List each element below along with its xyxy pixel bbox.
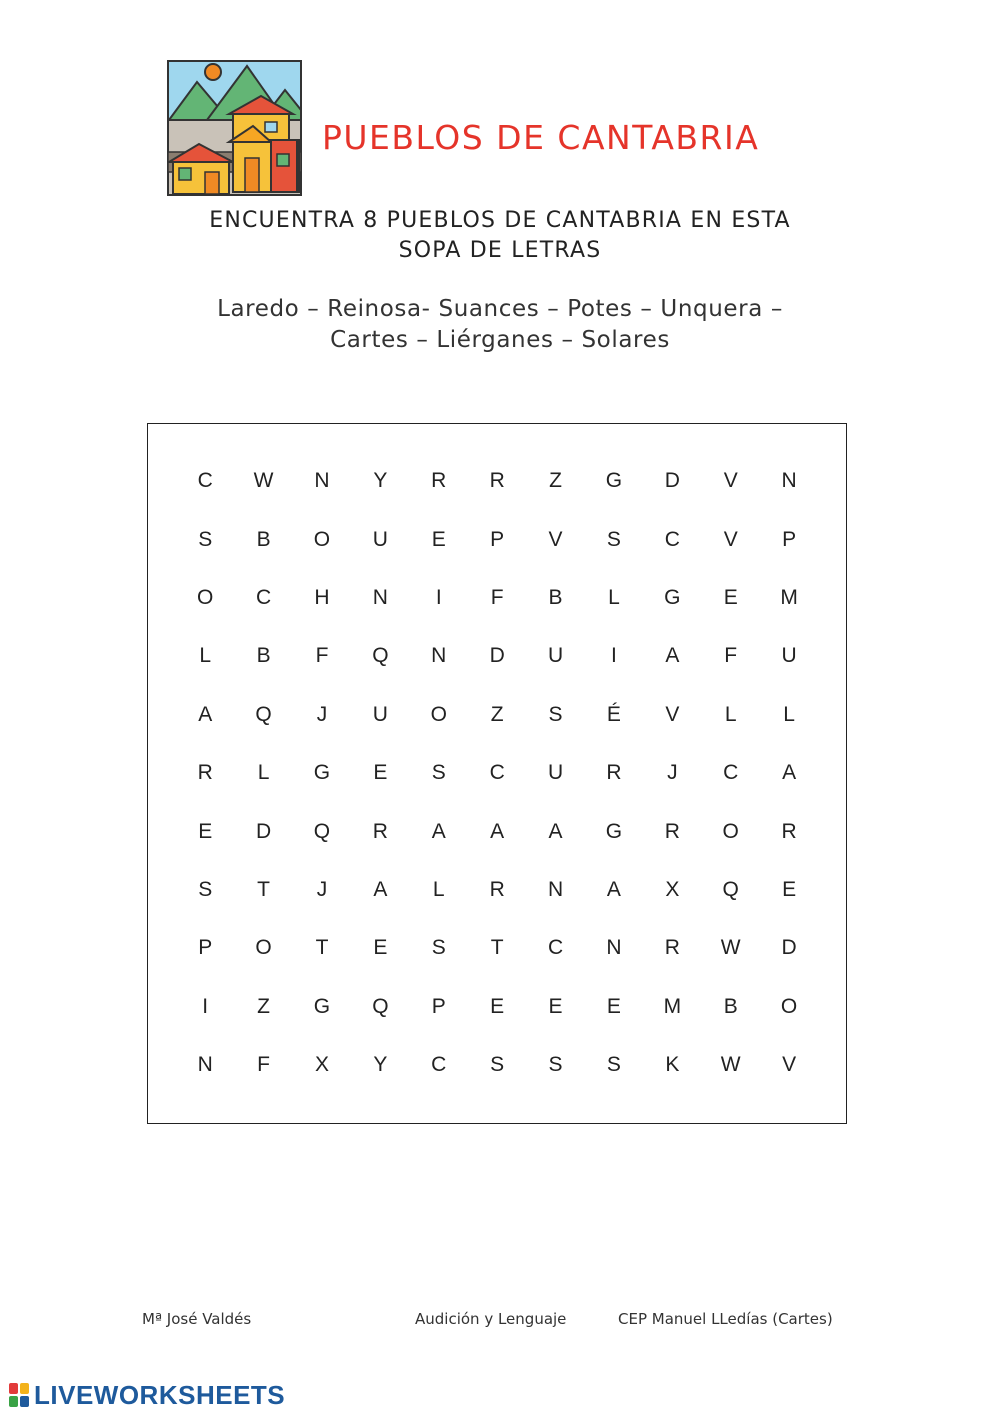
grid-cell[interactable]: I bbox=[202, 994, 209, 1018]
grid-cell[interactable]: F bbox=[315, 644, 329, 668]
grid-cell[interactable]: A bbox=[606, 877, 621, 901]
grid-cell[interactable]: T bbox=[257, 877, 270, 901]
grid-cell[interactable]: Y bbox=[373, 1053, 388, 1077]
grid-cell[interactable]: É bbox=[606, 702, 621, 726]
grid-cell[interactable]: B bbox=[548, 585, 563, 609]
grid-cell[interactable]: A bbox=[431, 819, 446, 843]
grid-cell[interactable]: U bbox=[547, 761, 564, 785]
grid-cell[interactable]: T bbox=[315, 936, 329, 960]
grid-cell[interactable]: V bbox=[723, 469, 738, 493]
grid-cell[interactable]: R bbox=[372, 819, 388, 843]
grid-cell[interactable]: C bbox=[256, 585, 272, 609]
grid-cell[interactable]: Z bbox=[257, 994, 270, 1018]
grid-cell[interactable]: B bbox=[256, 644, 271, 668]
grid-cell[interactable]: C bbox=[431, 1053, 447, 1077]
word-list-line-1: Laredo – Reinosa- Suances – Potes – Unquera – bbox=[217, 296, 783, 322]
grid-cell[interactable]: D bbox=[664, 469, 680, 493]
page-title: PUEBLOS DE CANTABRIA bbox=[322, 118, 760, 157]
grid-cell[interactable]: E bbox=[723, 585, 738, 609]
grid-cell[interactable]: O bbox=[722, 819, 739, 843]
grid-cell[interactable]: R bbox=[664, 936, 680, 960]
grid-cell[interactable]: G bbox=[605, 819, 623, 843]
grid-cell[interactable]: D bbox=[489, 644, 505, 668]
grid-cell[interactable]: N bbox=[372, 585, 388, 609]
grid-cell[interactable]: C bbox=[489, 761, 505, 785]
grid-cell[interactable]: R bbox=[606, 761, 622, 785]
grid-cell[interactable]: N bbox=[197, 1053, 213, 1077]
grid-cell[interactable]: V bbox=[782, 1053, 797, 1077]
grid-cell[interactable]: O bbox=[255, 936, 272, 960]
grid-cell[interactable]: Z bbox=[490, 702, 504, 726]
grid-cell[interactable]: R bbox=[489, 469, 505, 493]
grid-cell[interactable]: S bbox=[431, 761, 446, 785]
grid-cell[interactable]: E bbox=[782, 877, 797, 901]
grid-cell[interactable]: S bbox=[431, 936, 446, 960]
grid-cell[interactable]: R bbox=[489, 877, 505, 901]
grid-cell[interactable]: C bbox=[723, 761, 739, 785]
grid-cell[interactable]: W bbox=[253, 469, 274, 493]
grid-cell[interactable]: F bbox=[257, 1053, 270, 1077]
grid-cell[interactable]: D bbox=[781, 936, 797, 960]
grid-cell[interactable]: A bbox=[665, 644, 680, 668]
grid-cell[interactable]: O bbox=[430, 702, 447, 726]
grid-cell[interactable]: Q bbox=[313, 819, 331, 843]
grid-cell[interactable]: J bbox=[667, 761, 678, 785]
grid-cell[interactable]: U bbox=[372, 527, 388, 551]
grid-cell[interactable]: J bbox=[316, 702, 328, 726]
grid-cell[interactable]: A bbox=[198, 702, 213, 726]
grid-cell[interactable]: P bbox=[198, 936, 213, 960]
grid-cell[interactable]: W bbox=[720, 1053, 741, 1077]
grid-cell[interactable]: L bbox=[783, 702, 795, 726]
grid-cell[interactable]: C bbox=[664, 527, 680, 551]
grid-cell[interactable]: D bbox=[256, 819, 272, 843]
grid-cell[interactable]: Y bbox=[373, 469, 388, 493]
grid-cell[interactable]: U bbox=[547, 644, 564, 668]
grid-cell[interactable]: B bbox=[256, 527, 271, 551]
grid-cell[interactable]: O bbox=[197, 585, 214, 609]
grid-cell[interactable]: L bbox=[199, 644, 212, 668]
village-logo-icon bbox=[167, 60, 302, 196]
grid-cell[interactable]: V bbox=[665, 702, 680, 726]
word-search-grid[interactable] bbox=[176, 452, 818, 1094]
grid-cell[interactable]: R bbox=[197, 761, 213, 785]
grid-cell[interactable]: A bbox=[490, 819, 505, 843]
grid-cell[interactable]: M bbox=[780, 585, 798, 609]
grid-cell[interactable]: G bbox=[664, 585, 681, 609]
grid-cell[interactable]: E bbox=[198, 819, 213, 843]
grid-cell[interactable]: S bbox=[548, 1053, 563, 1077]
grid-cell[interactable]: E bbox=[431, 527, 446, 551]
grid-cell[interactable]: G bbox=[313, 994, 331, 1018]
grid-cell[interactable]: U bbox=[372, 702, 388, 726]
grid-cell[interactable]: A bbox=[373, 877, 388, 901]
grid-cell[interactable]: R bbox=[664, 819, 680, 843]
grid-cell[interactable]: F bbox=[724, 644, 738, 668]
grid-cell[interactable]: C bbox=[197, 469, 213, 493]
grid-cell[interactable]: I bbox=[435, 585, 442, 609]
grid-cell[interactable]: S bbox=[606, 527, 621, 551]
grid-cell[interactable]: E bbox=[490, 994, 505, 1018]
grid-cell[interactable]: G bbox=[313, 761, 331, 785]
grid-cell[interactable]: L bbox=[608, 585, 620, 609]
grid-cell[interactable]: N bbox=[314, 469, 330, 493]
grid-cell[interactable]: F bbox=[490, 585, 504, 609]
grid-cell[interactable]: N bbox=[606, 936, 622, 960]
liveworksheets-logo[interactable] bbox=[8, 1380, 285, 1410]
grid-cell[interactable]: E bbox=[373, 936, 388, 960]
grid-cell[interactable]: Q bbox=[722, 877, 739, 901]
word-list-line-2: Cartes – Liérganes – Solares bbox=[330, 327, 670, 353]
grid-cell[interactable]: O bbox=[313, 527, 331, 551]
grid-cell[interactable]: S bbox=[198, 527, 213, 551]
grid-cell[interactable]: L bbox=[432, 877, 445, 901]
grid-cell[interactable]: Q bbox=[372, 994, 389, 1018]
grid-cell[interactable]: E bbox=[548, 994, 563, 1018]
grid-cell[interactable]: S bbox=[606, 1053, 621, 1077]
grid-cell[interactable]: H bbox=[314, 585, 330, 609]
grid-cell[interactable]: E bbox=[373, 761, 388, 785]
grid-cell[interactable]: U bbox=[781, 644, 797, 668]
footer-school: CEP Manuel LLedías (Cartes) bbox=[618, 1310, 833, 1328]
grid-cell[interactable]: M bbox=[663, 994, 682, 1018]
liveworksheets-mark-icon bbox=[8, 1382, 30, 1408]
grid-cell[interactable]: Q bbox=[372, 644, 389, 668]
grid-cell[interactable]: K bbox=[665, 1053, 680, 1077]
grid-cell[interactable]: P bbox=[782, 527, 797, 551]
grid-cell[interactable]: P bbox=[431, 994, 446, 1018]
grid-cell[interactable]: R bbox=[431, 469, 447, 493]
grid-cell[interactable]: Z bbox=[549, 469, 562, 493]
grid-cell[interactable]: L bbox=[724, 702, 737, 726]
grid-cell[interactable]: N bbox=[781, 469, 797, 493]
grid-cell[interactable]: T bbox=[490, 936, 504, 960]
grid-cell[interactable]: C bbox=[547, 936, 564, 960]
grid-cell[interactable]: S bbox=[548, 702, 563, 726]
grid-cell[interactable]: V bbox=[723, 527, 738, 551]
grid-cell[interactable]: X bbox=[314, 1053, 329, 1077]
grid-cell[interactable]: O bbox=[780, 994, 798, 1018]
grid-cell[interactable]: V bbox=[548, 527, 563, 551]
grid-cell[interactable]: E bbox=[606, 994, 621, 1018]
grid-cell[interactable]: Q bbox=[255, 702, 272, 726]
instructions-line-2: SOPA DE LETRAS bbox=[398, 238, 602, 263]
grid-cell[interactable]: J bbox=[316, 877, 328, 901]
footer-department: Audición y Lenguaje bbox=[415, 1310, 567, 1328]
grid-cell[interactable]: A bbox=[548, 819, 563, 843]
grid-cell[interactable]: N bbox=[431, 644, 447, 668]
grid-cell[interactable]: L bbox=[257, 761, 270, 785]
grid-cell[interactable]: N bbox=[547, 877, 564, 901]
footer-author: Mª José Valdés bbox=[142, 1310, 252, 1328]
grid-cell[interactable]: X bbox=[665, 877, 680, 901]
grid-cell[interactable]: I bbox=[611, 644, 617, 668]
grid-cell[interactable]: S bbox=[198, 877, 213, 901]
liveworksheets-brand-name: LIVEWORKSHEETS bbox=[34, 1379, 286, 1410]
grid-cell[interactable]: W bbox=[720, 936, 741, 960]
instructions-line-1: ENCUENTRA 8 PUEBLOS DE CANTABRIA EN ESTA bbox=[209, 208, 791, 233]
grid-cell[interactable]: G bbox=[605, 469, 623, 493]
grid-cell[interactable]: P bbox=[490, 527, 505, 551]
grid-cell[interactable]: R bbox=[781, 819, 797, 843]
grid-cell[interactable]: S bbox=[490, 1053, 505, 1077]
grid-cell[interactable]: A bbox=[782, 761, 797, 785]
grid-cell[interactable]: B bbox=[723, 994, 738, 1018]
